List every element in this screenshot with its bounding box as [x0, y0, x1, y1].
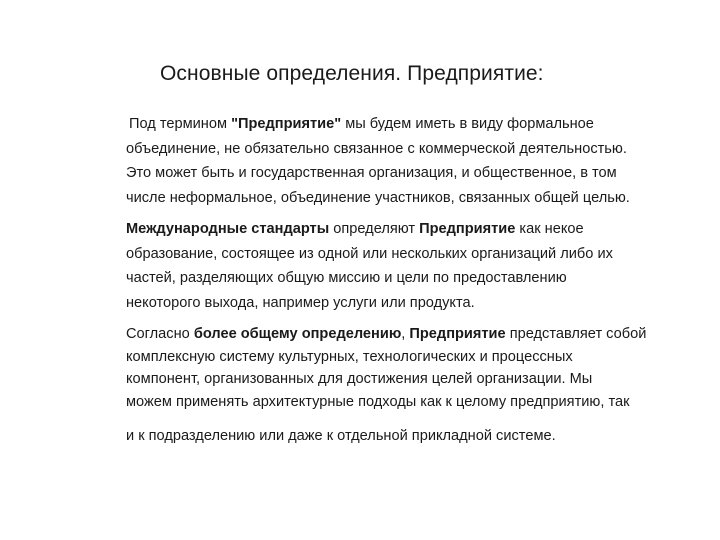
paragraph-general-definition: [126, 323, 716, 413]
paragraph-line: и к подразделению или даже к отдельной прикладной системе.: [126, 428, 556, 444]
paragraph-standards: [126, 217, 716, 315]
text-run: как некое: [515, 221, 584, 237]
paragraph-line: [126, 112, 716, 137]
page-title: Основные определения. Предприятие:: [160, 62, 544, 85]
paragraph-line: [126, 217, 716, 242]
term-highlight: Предприятие: [409, 326, 506, 342]
term-highlight: "Предприятие": [231, 116, 342, 132]
text-run: Под термином: [129, 116, 232, 132]
paragraph-line: Это может быть и государственная организация, и общественное, в том: [126, 165, 617, 181]
text-run: ,: [401, 326, 410, 342]
term-highlight: более общему определению: [193, 326, 402, 342]
text-run: определяют: [329, 221, 420, 237]
paragraph-line: образование, состоящее из одной или нескольких организаций либо их: [126, 245, 613, 262]
paragraph-line: частей, разделяющих общую миссию и цели по предоставлению: [126, 270, 567, 286]
paragraph-line: некоторого выхода, например услуги или продукта.: [126, 294, 475, 311]
paragraph-line: можем применять архитектурные подходы как к целому предприятию, так: [126, 393, 630, 410]
paragraph-line: комплексную систему культурных, технологических и процессных: [126, 348, 573, 365]
term-highlight: Международные стандарты: [126, 221, 330, 237]
paragraph-continuation: [126, 424, 716, 449]
paragraph-line: [126, 323, 716, 346]
text-run: Согласно: [126, 326, 194, 342]
paragraph-line: объединение, не обязательно связанное с коммерческой деятельностью.: [126, 140, 627, 157]
paragraph-line: компонент, организованных для достижения целей организации. Мы: [126, 371, 593, 387]
text-run: представляет собой: [505, 326, 647, 342]
paragraph-definition: [126, 112, 716, 210]
paragraph-line: числе неформальное, объединение участников, связанных общей целью.: [126, 189, 630, 206]
term-highlight: Предприятие: [419, 221, 516, 237]
text-run: мы будем иметь в виду формальное: [341, 116, 594, 132]
